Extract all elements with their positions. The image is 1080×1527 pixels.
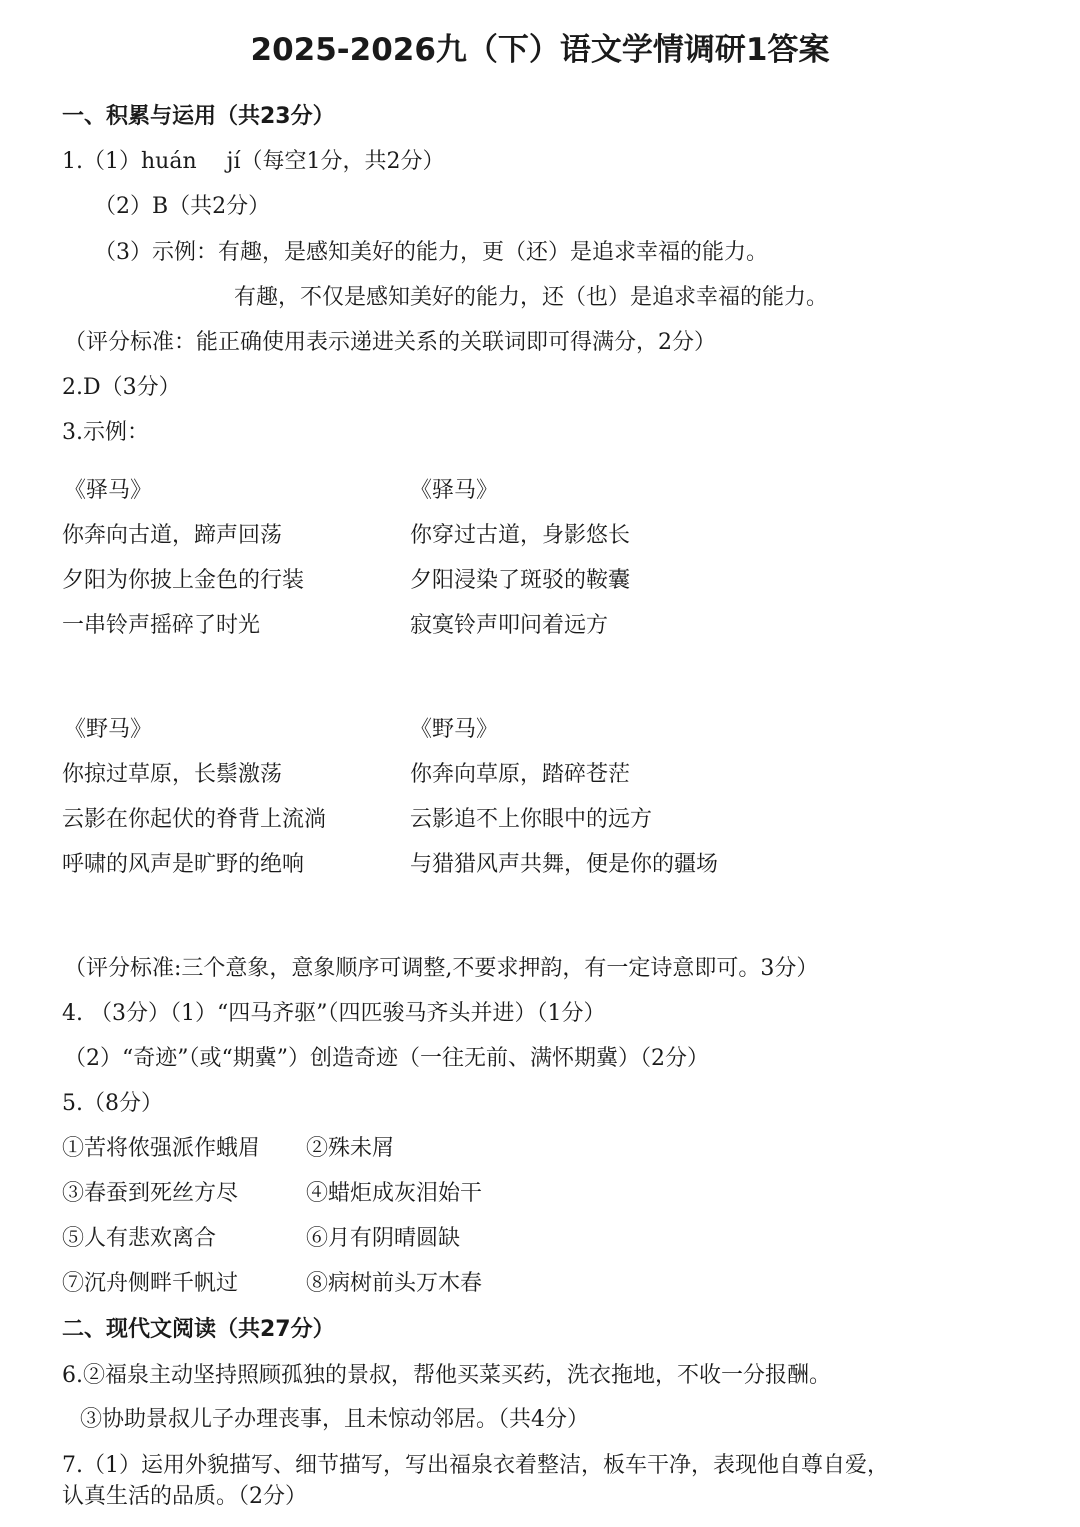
- poem-line: 夕阳为你披上金色的行装: [62, 568, 305, 593]
- q5-answer: ⑦沉舟侧畔千帆过: [62, 1271, 239, 1296]
- q1-part1: [62, 147, 444, 177]
- section2-heading: 二、现代文阅读（共27分）: [62, 1317, 335, 1342]
- poem-line: 夕阳浸染了斑驳的鞍囊: [410, 568, 631, 593]
- q1-part1-prefix: 1.（1）huán: [62, 149, 197, 174]
- q5-answer: ③春蚕到死丝方尽: [62, 1181, 239, 1206]
- q1-part3-alt: 有趣，不仅是感知美好的能力，还（也）是追求幸福的能力。: [234, 285, 829, 310]
- q5-answer: ④蜡炬成灰泪始干: [306, 1181, 483, 1206]
- q1-scoring: （评分标准：能正确使用表示递进关系的关联词即可得满分，2分）: [64, 330, 716, 355]
- q5-answer: ⑤人有悲欢离合: [62, 1226, 217, 1251]
- section1-heading: 一、积累与运用（共23分）: [62, 104, 335, 129]
- q5-label: 5.（8分）: [62, 1091, 163, 1116]
- poem-line: 与猎猎风声共舞，便是你的疆场: [410, 852, 719, 877]
- q5-answer: ①苦将侬强派作蛾眉: [62, 1136, 261, 1161]
- poem-line: 呼啸的风声是旷野的绝响: [62, 852, 305, 877]
- page-title: 2025-2026九（下）语文学情调研1答案: [250, 32, 830, 68]
- poem-line: 云影追不上你眼中的远方: [410, 807, 653, 832]
- q6-line1: 6.②福泉主动坚持照顾孤独的景叔，帮他买菜买药，洗衣拖地，不收一分报酬。: [62, 1363, 831, 1388]
- q1-part3: （3）示例：有趣，是感知美好的能力，更（还）是追求幸福的能力。: [94, 240, 768, 265]
- q1-part2: （2）B（共2分）: [94, 194, 271, 219]
- q6-line2: ③协助景叔儿子办理丧事，且未惊动邻居。（共4分）: [80, 1407, 589, 1432]
- poem-line: 你穿过古道，身影悠长: [410, 523, 631, 548]
- q4-line2: （2）“奇迹”（或“期冀”）创造奇迹（一往无前、满怀期冀）（2分）: [64, 1046, 709, 1071]
- poem-line: 寂寞铃声叩问着远方: [410, 613, 609, 638]
- q7-line1: 7.（1）运用外貌描写、细节描写，写出福泉衣着整洁，板车干净，表现他自尊自爱，: [62, 1453, 889, 1478]
- q2-answer: 2.D（3分）: [62, 375, 181, 400]
- q5-answer: ⑥月有阴晴圆缺: [306, 1226, 461, 1251]
- poem-title: 《驿马》: [410, 478, 499, 503]
- q5-answer: ②殊未屑: [306, 1136, 395, 1161]
- q3-scoring: （评分标准:三个意象，意象顺序可调整,不要求押韵，有一定诗意即可。3分）: [64, 956, 819, 981]
- q3-label: 3.示例：: [62, 420, 149, 445]
- q1-part1-answer2: jí（每空1分，共2分）: [226, 149, 445, 174]
- q7-line2: 认真生活的品质。（2分）: [62, 1484, 307, 1509]
- poem-title: 《野马》: [64, 717, 153, 742]
- poem-title: 《野马》: [410, 717, 499, 742]
- q4-line1: 4. （3分）（1）“四马齐驱”（四匹骏马齐头并进）（1分）: [62, 1001, 606, 1026]
- poem-line: 云影在你起伏的脊背上流淌: [62, 807, 327, 832]
- poem-title: 《驿马》: [64, 478, 153, 503]
- poem-line: 你奔向草原，踏碎苍茫: [410, 762, 631, 787]
- poem-line: 一串铃声摇碎了时光: [62, 613, 261, 638]
- poem-line: 你奔向古道，蹄声回荡: [62, 523, 283, 548]
- poem-line: 你掠过草原，长鬃激荡: [62, 762, 283, 787]
- q5-answer: ⑧病树前头万木春: [306, 1271, 483, 1296]
